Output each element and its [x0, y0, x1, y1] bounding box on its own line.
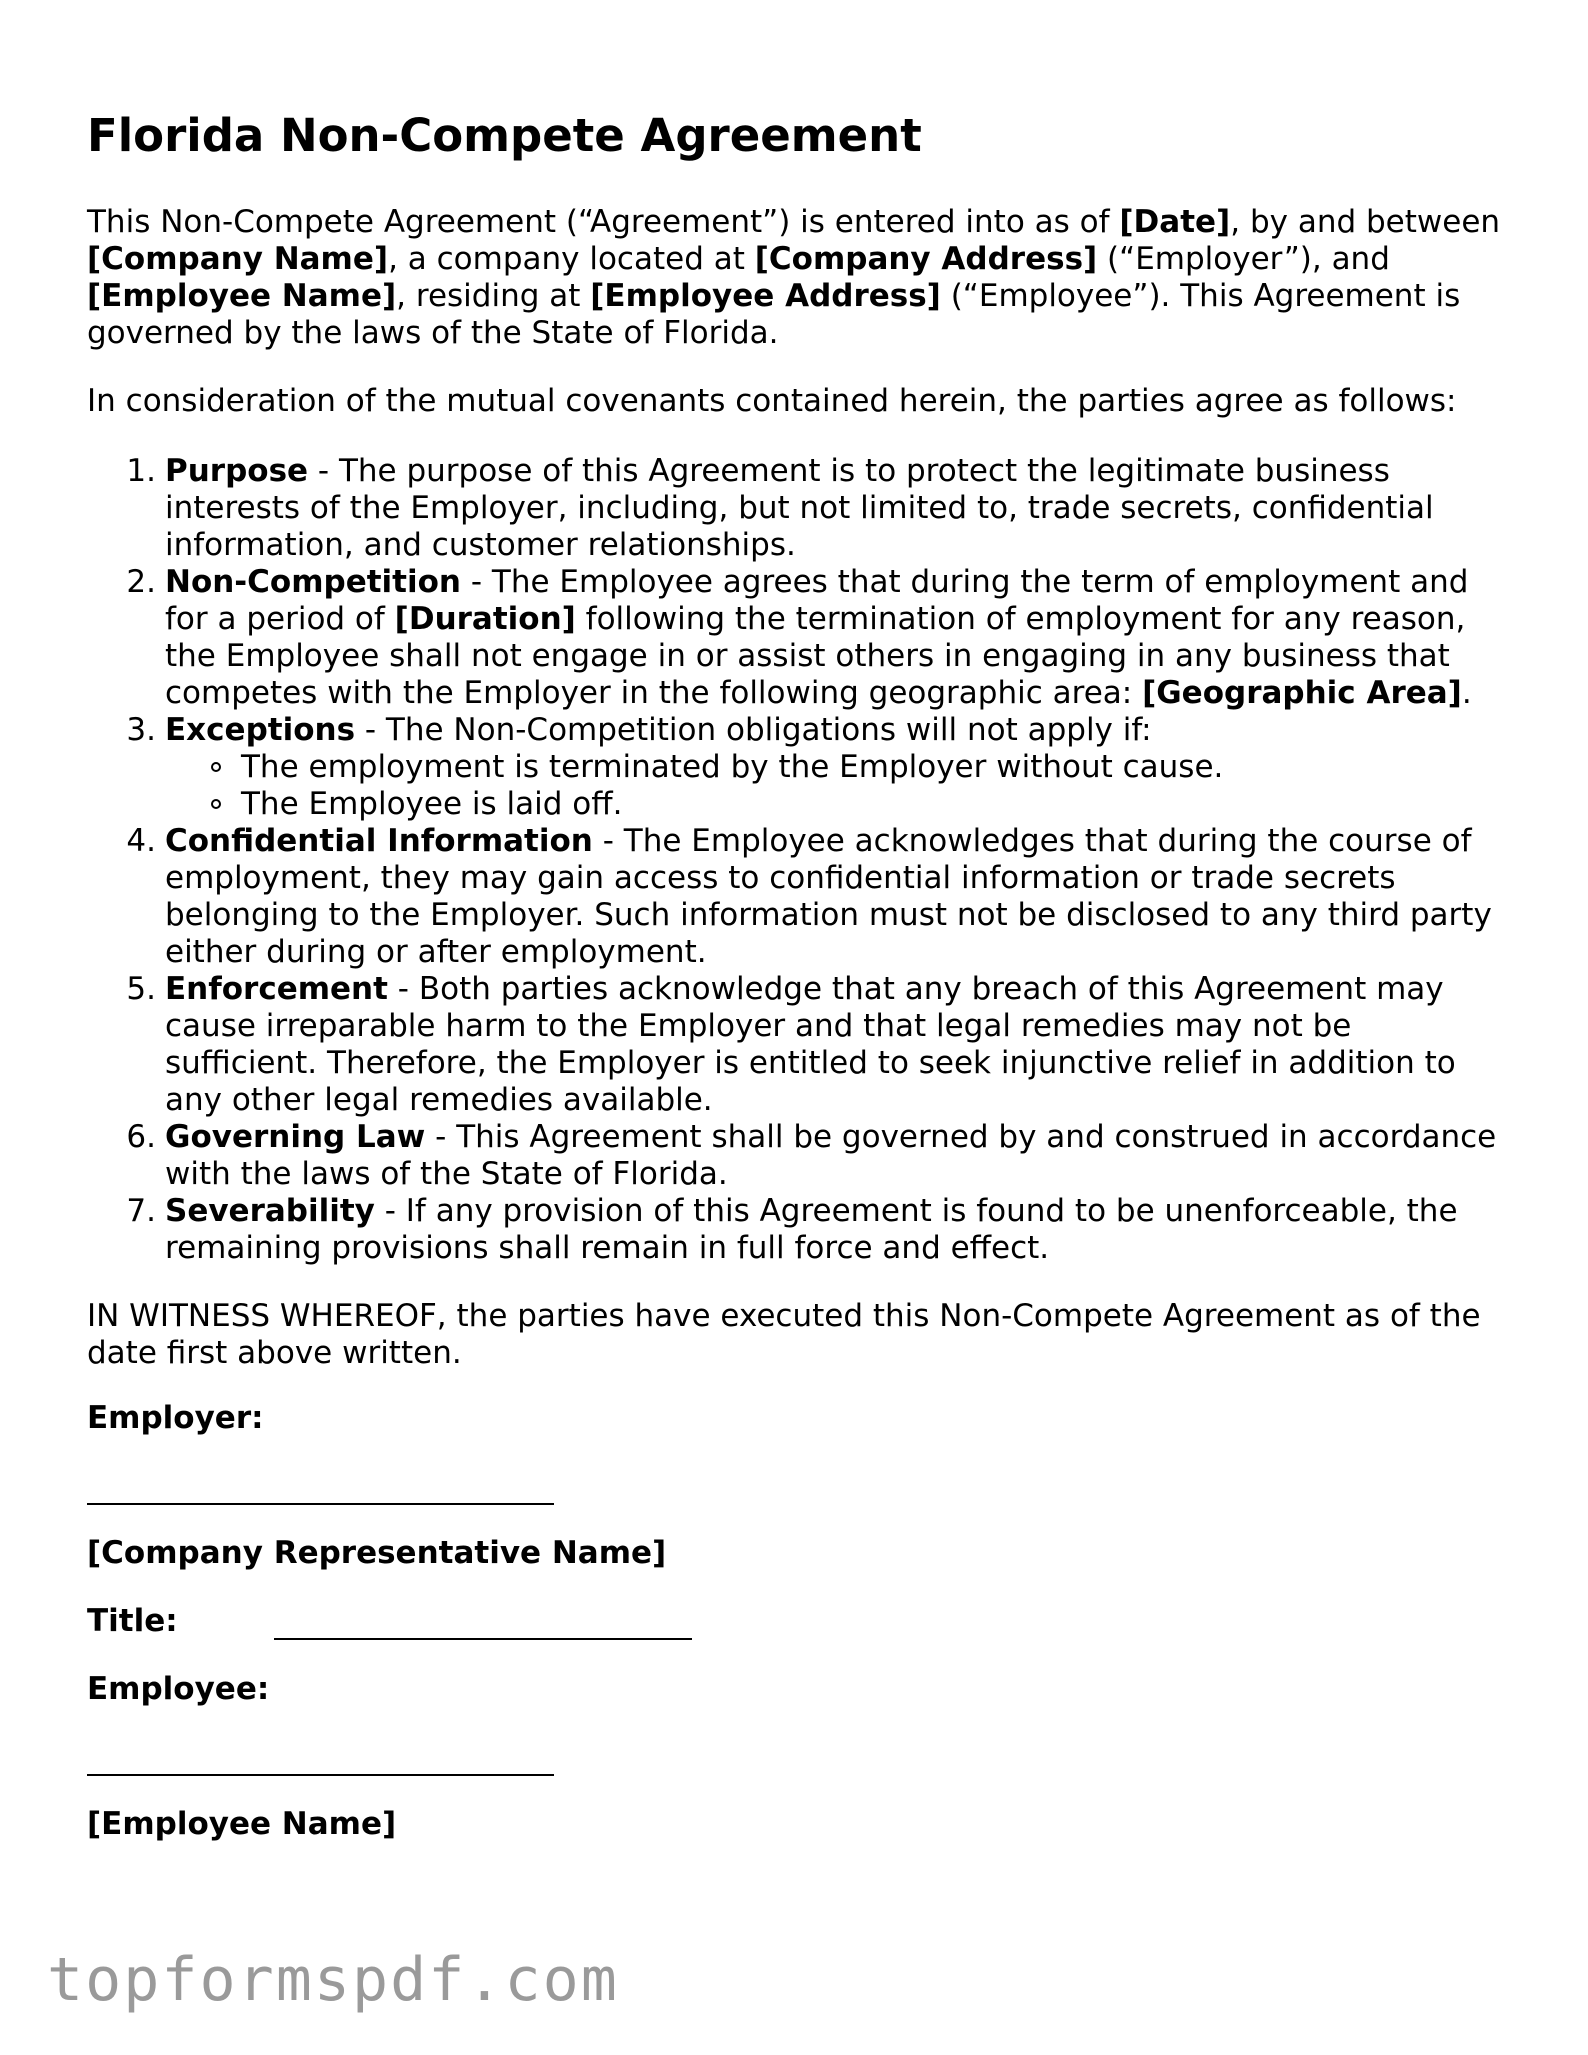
exception-item: The Employee is laid off.: [241, 786, 1507, 823]
intro-text: , by and between: [1230, 204, 1501, 240]
intro-text: This Non-Compete Agreement (“Agreement”) is entered into as of: [87, 204, 1120, 240]
clause-governing-law: [165, 1119, 1507, 1193]
employer-label: Employer:: [87, 1400, 264, 1436]
consideration-paragraph: In consideration of the mutual covenants contained herein, the parties agree as follows:: [87, 383, 1457, 419]
witness-paragraph: IN WITNESS WHEREOF, the parties have executed this Non-Compete Agreement as of the date first above written.: [87, 1298, 1481, 1371]
exception-item: The employment is terminated by the Employer without cause.: [241, 749, 1507, 786]
clause-confidential-information: [165, 823, 1507, 971]
title-label: Title:: [87, 1603, 178, 1639]
company-name-placeholder: [Company Name]: [87, 241, 389, 277]
clause-text: - The purpose of this Agreement is to protect the legitimate business interests of the Employer, including, but not limited to, trade secrets, confidential information, and customer relationships.: [165, 453, 1434, 563]
clause-purpose: [165, 453, 1507, 564]
clause-title: Non-Competition: [165, 564, 461, 600]
clause-list: [87, 453, 1507, 1267]
clause-text: - This Agreement shall be governed by and construed in accordance with the laws of the State of Florida.: [165, 1119, 1497, 1192]
clause-text: - The Non-Competition obligations will not apply if:: [355, 712, 1152, 748]
employee-address-placeholder: [Employee Address]: [590, 278, 941, 314]
employer-signature-line[interactable]: [87, 1503, 554, 1505]
clause-exceptions: [165, 712, 1507, 823]
employee-name-placeholder: [Employee Name]: [87, 278, 397, 314]
clause-non-competition: [165, 564, 1507, 712]
watermark: topformspdf.com: [47, 1945, 619, 2015]
date-placeholder: [Date]: [1119, 204, 1231, 240]
clause-text: - If any provision of this Agreement is found to be unenforceable, the remaining provisions shall remain in full force and effect.: [165, 1193, 1458, 1266]
duration-placeholder: [Duration]: [394, 601, 576, 637]
clause-title: Confidential Information: [165, 823, 593, 859]
intro-text: (“Employee”). This Agreement is governed by the laws of the State of Florida.: [87, 278, 1461, 351]
document-title: Florida Non-Compete Agreement: [87, 109, 922, 162]
intro-paragraph: [87, 204, 1507, 352]
company-representative-name: [Company Representative Name]: [87, 1535, 667, 1571]
exceptions-list: [165, 749, 1507, 823]
clause-text: - The Employee agrees that during the term of employment and for a period of: [165, 564, 1469, 637]
intro-text: , a company located at: [388, 241, 755, 277]
clause-text: following the termination of employment for any reason, the Employee shall not engage in or assist others in engaging in any business that competes with the Employer in the following geographic area:: [165, 601, 1466, 711]
clause-enforcement: [165, 971, 1507, 1119]
employee-label: Employee:: [87, 1671, 270, 1707]
clause-text: .: [1461, 675, 1472, 711]
clause-title: Enforcement: [165, 971, 388, 1007]
clause-title: Governing Law: [165, 1119, 426, 1155]
employee-name: [Employee Name]: [87, 1806, 397, 1842]
clause-title: Purpose: [165, 453, 309, 489]
title-signature-line[interactable]: [274, 1638, 692, 1640]
clause-text: - The Employee acknowledges that during the course of employment, they may gain access to confidential information or trade secrets belonging to the Employer. Such information must not be disclosed to any third party either during or after employment.: [165, 823, 1492, 970]
clause-title: Severability: [165, 1193, 375, 1229]
clause-text: - Both parties acknowledge that any breach of this Agreement may cause irreparable harm to the Employer and that legal remedies may not be sufficient. Therefore, the Employer is entitled to seek injunctive relief in addition to any other legal remedies available.: [165, 971, 1456, 1118]
employee-signature-line[interactable]: [87, 1774, 554, 1776]
clause-severability: [165, 1193, 1507, 1267]
intro-text: (“Employer”), and: [1097, 241, 1390, 277]
company-address-placeholder: [Company Address]: [754, 241, 1098, 277]
intro-text: , residing at: [396, 278, 591, 314]
geographic-area-placeholder: [Geographic Area]: [1142, 675, 1462, 711]
clause-title: Exceptions: [165, 712, 356, 748]
